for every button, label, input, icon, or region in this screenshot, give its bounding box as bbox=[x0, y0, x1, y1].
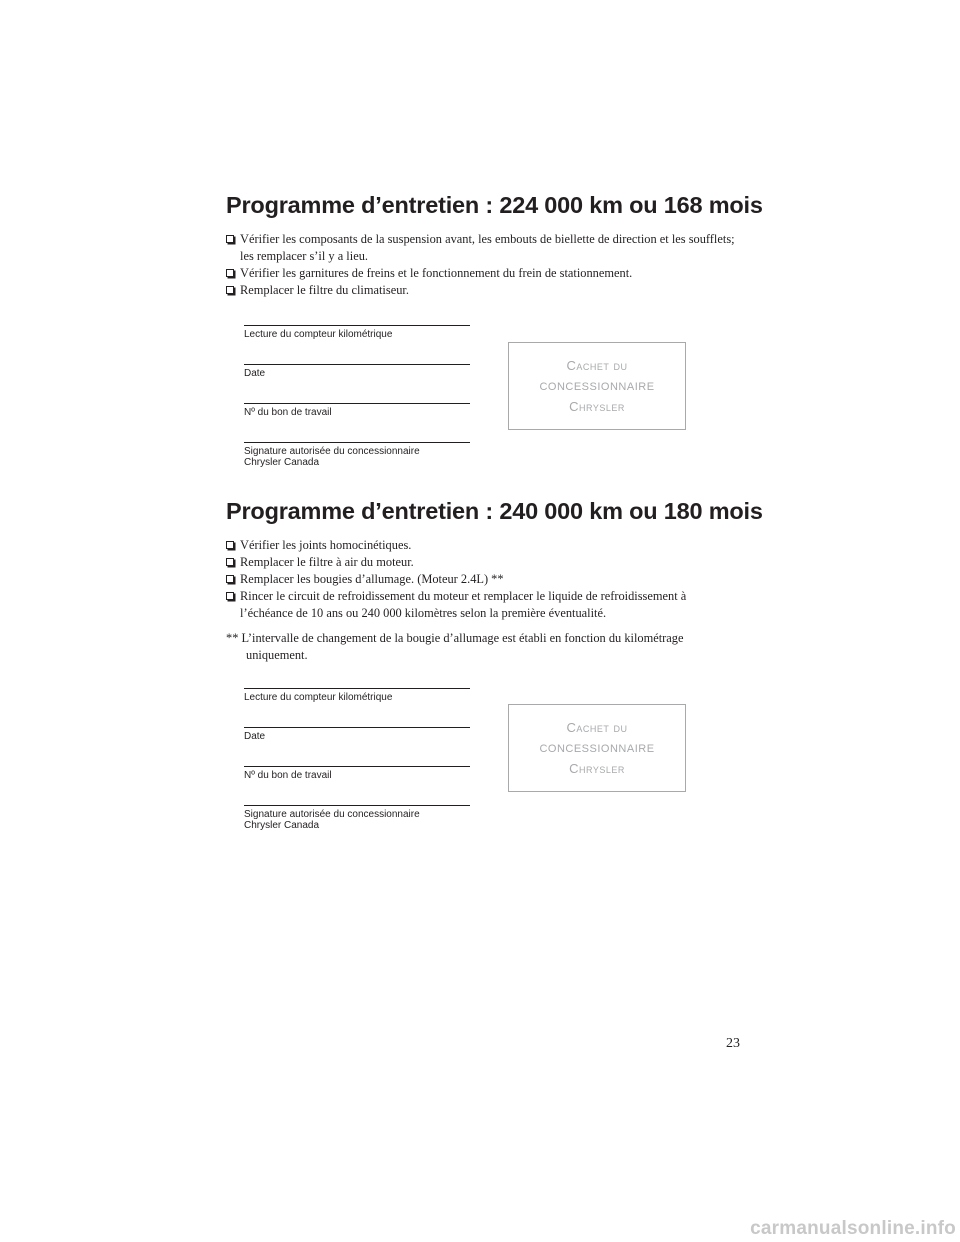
section-title: Programme d’entretien : 240 000 km ou 180 mois bbox=[226, 498, 763, 524]
footnote: ** L’intervalle de changement de la bougie d’allumage est établi en fonction du kilométrage uniquement. bbox=[226, 631, 684, 662]
signature-field: Signature autorisée du concessionnaire Chrysler Canada bbox=[244, 442, 470, 468]
page-number: 23 bbox=[726, 1036, 740, 1051]
checklist-item: Vérifier les composants de la suspension avant, les embouts de biellette de direction et les soufflets; les remplacer s’il y a lieu. bbox=[226, 231, 736, 265]
checkbox-icon bbox=[226, 558, 234, 566]
checklist-item: Vérifier les garnitures de freins et le fonctionnement du frein de stationnement. bbox=[226, 265, 736, 282]
dealer-stamp-box: Cachet du CONCESSIONNAIRE Chrysler bbox=[508, 704, 686, 792]
date-field: Date bbox=[244, 727, 470, 742]
checklist bbox=[226, 537, 736, 622]
section-title: Programme d’entretien : 224 000 km ou 168 mois bbox=[226, 192, 763, 218]
checklist-item: Remplacer le filtre du climatiseur. bbox=[226, 282, 736, 299]
odometer-field: Lecture du compteur kilométrique bbox=[244, 688, 470, 703]
dealer-record-fields bbox=[244, 325, 470, 468]
checklist-item: Rincer le circuit de refroidissement du moteur et remplacer le liquide de refroidissement à l’échéance de 10 ans ou 240 000 kilomètres selon la première éventualité. bbox=[226, 588, 736, 622]
checkbox-icon bbox=[226, 575, 234, 583]
work-order-field: Nº du bon de travail bbox=[244, 766, 470, 781]
checklist-item: Remplacer les bougies d’allumage. (Moteur 2.4L) ** bbox=[226, 571, 736, 588]
signature-field: Signature autorisée du concessionnaire Chrysler Canada bbox=[244, 805, 470, 831]
checkbox-icon bbox=[226, 269, 234, 277]
work-order-field: Nº du bon de travail bbox=[244, 403, 470, 418]
checklist bbox=[226, 231, 736, 299]
dealer-stamp-box: Cachet du CONCESSIONNAIRE Chrysler bbox=[508, 342, 686, 430]
watermark: carmanualsonline.info bbox=[750, 1218, 956, 1239]
checkbox-icon bbox=[226, 286, 234, 294]
checkbox-icon bbox=[226, 541, 234, 549]
date-field: Date bbox=[244, 364, 470, 379]
checkbox-icon bbox=[226, 235, 234, 243]
checklist-item: Vérifier les joints homocinétiques. bbox=[226, 537, 736, 554]
odometer-field: Lecture du compteur kilométrique bbox=[244, 325, 470, 340]
checklist-item: Remplacer le filtre à air du moteur. bbox=[226, 554, 736, 571]
maintenance-section-240000 bbox=[226, 498, 763, 664]
maintenance-section-224000 bbox=[226, 192, 763, 299]
dealer-record-fields bbox=[244, 688, 470, 831]
checkbox-icon bbox=[226, 592, 234, 600]
